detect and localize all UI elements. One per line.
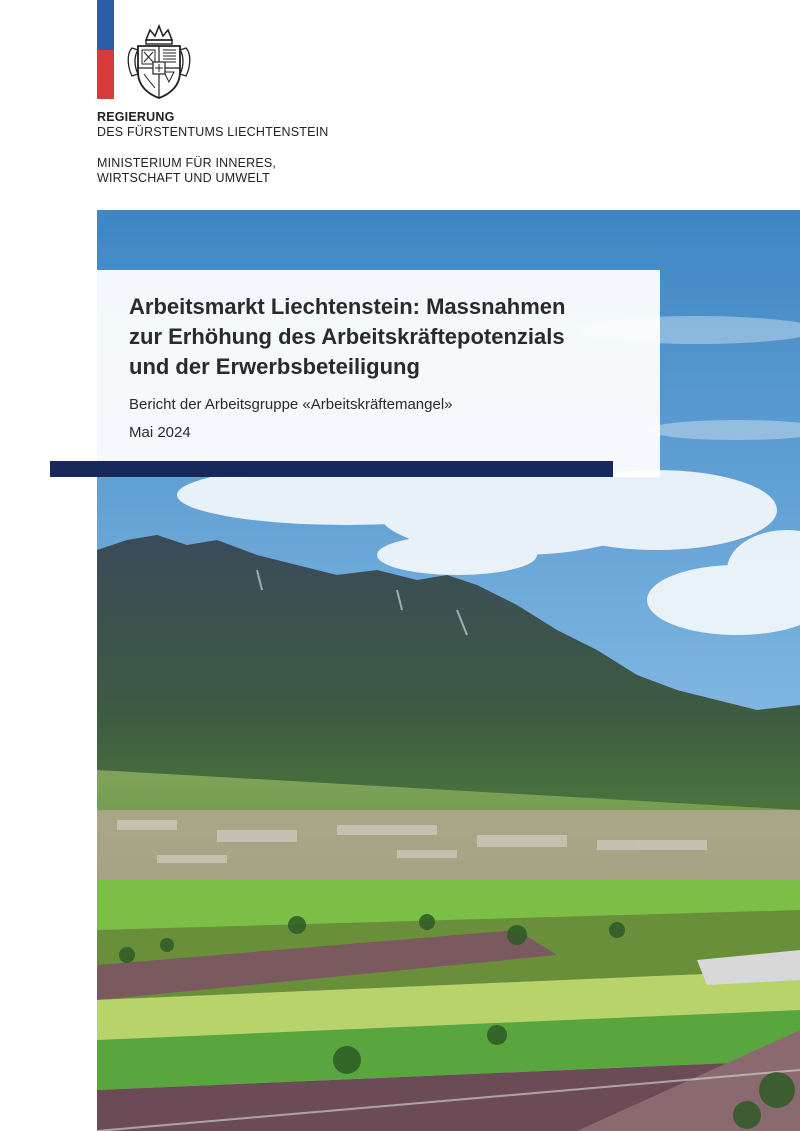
report-title-line-3: und der Erwerbsbeteiligung	[129, 354, 420, 379]
report-date: Mai 2024	[129, 424, 191, 441]
flag-blue-band	[97, 0, 114, 50]
ministry-line-2: WIRTSCHAFT UND UMWELT	[97, 171, 270, 185]
report-title-line-2: zur Erhöhung des Arbeitskräftepotenzials	[129, 324, 565, 349]
ministry-name	[97, 156, 276, 186]
accent-bar	[50, 461, 613, 477]
government-line-2: DES FÜRSTENTUMS LIECHTENSTEIN	[97, 125, 329, 139]
report-subtitle: Bericht der Arbeitsgruppe «Arbeitskräftemangel»	[129, 396, 453, 413]
coat-of-arms-icon	[124, 22, 194, 100]
liechtenstein-flag-stripe	[97, 0, 114, 99]
report-title	[129, 292, 649, 382]
report-title-line-1: Arbeitsmarkt Liechtenstein: Massnahmen	[129, 294, 566, 319]
title-panel	[97, 270, 660, 477]
ministry-line-1: MINISTERIUM FÜR INNERES,	[97, 156, 277, 170]
government-name	[97, 110, 329, 140]
government-line-1: REGIERUNG	[97, 110, 175, 124]
flag-red-band	[97, 50, 114, 99]
